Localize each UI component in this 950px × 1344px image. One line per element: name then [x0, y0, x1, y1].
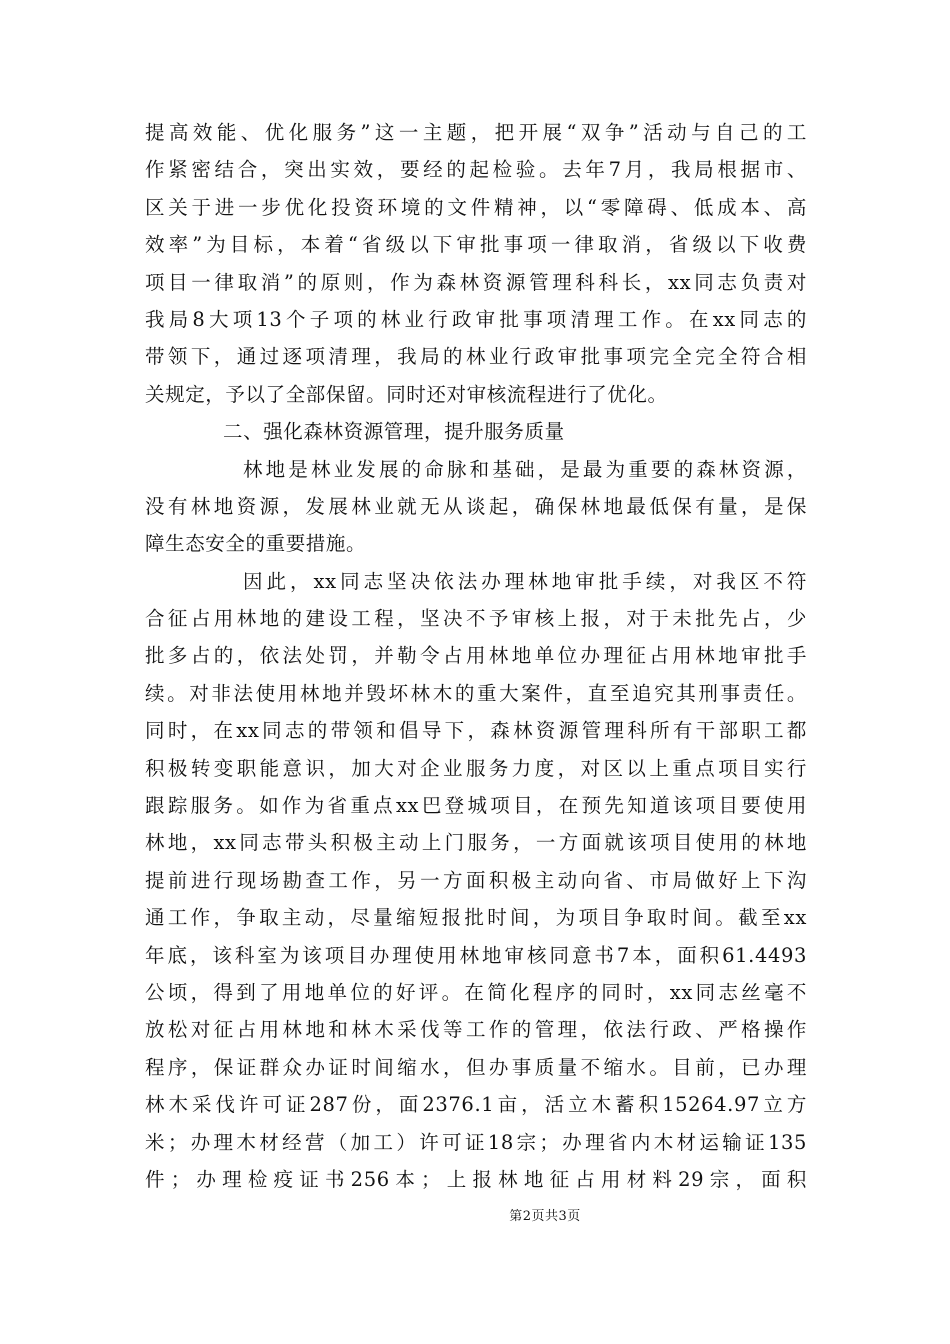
section-heading: 二、强化森林资源管理，提升服务质量 — [223, 420, 565, 444]
text-line: 障生态安全的重要措施。 — [145, 532, 367, 556]
text-line: 作紧密结合，突出实效，要经的起检验。去年7月，我局根据市、 — [145, 158, 807, 182]
text-line: 项目一律取消”的原则，作为森林资源管理科科长，xx同志负责对 — [145, 270, 807, 294]
text-line: 积极转变职能意识，加大对企业服务力度，对区以上重点项目实行 — [145, 756, 807, 780]
text-line: 我局8大项13个子项的林业行政审批事项清理工作。在xx同志的 — [145, 307, 807, 331]
text-line: 林木采伐许可证287份，面2376.1亩，活立木蓄积15264.97立方 — [145, 1093, 807, 1117]
text-line: 同时，在xx同志的带领和倡导下，森林资源管理科所有干部职工都 — [145, 719, 807, 743]
text-line: 因此，xx同志坚决依法办理林地审批手续，对我区不符 — [243, 569, 807, 593]
text-line: 公顷，得到了用地单位的好评。在简化程序的同时，xx同志丝毫不 — [145, 980, 807, 1004]
text-line: 提高效能、优化服务”这一主题，把开展“双争”活动与自己的工 — [145, 121, 807, 144]
text-line: 通工作，争取主动，尽量缩短报批时间，为项目争取时间。截至xx — [145, 906, 807, 930]
text-line: 提前进行现场勘查工作，另一方面积极主动向省、市局做好上下沟 — [145, 868, 807, 892]
text-line: 年底，该科室为该项目办理使用林地审核同意书7本，面积61.4493 — [145, 943, 807, 967]
text-line: 续。对非法使用林地并毁坏林木的重大案件，直至追究其刑事责任。 — [145, 681, 807, 705]
text-line: 效率”为目标，本着“省级以下审批事项一律取消，省级以下收费 — [145, 233, 807, 257]
text-line: 程序，保证群众办证时间缩水，但办事质量不缩水。目前，已办理 — [145, 1055, 807, 1079]
text-line: 关规定，予以了全部保留。同时还对审核流程进行了优化。 — [145, 382, 668, 406]
text-line: 批多占的，依法处罚，并勒令占用林地单位办理征占用林地审批手 — [145, 644, 807, 668]
page-number-footer: 第2页共3页 — [509, 1209, 581, 1224]
text-line: 合征占用林地的建设工程，坚决不予审核上报，对于未批先占，少 — [145, 607, 807, 631]
text-line: 米；办理木材经营（加工）许可证18宗；办理省内木材运输证135 — [145, 1130, 807, 1154]
text-line: 放松对征占用林地和林木采伐等工作的管理，依法行政、严格操作 — [145, 1018, 807, 1042]
text-line: 林地，xx同志带头积极主动上门服务，一方面就该项目使用的林地 — [145, 831, 807, 855]
text-line: 没有林地资源，发展林业就无从谈起，确保林地最低保有量，是保 — [145, 494, 807, 518]
document-body — [145, 114, 807, 1198]
text-line: 区关于进一步优化投资环境的文件精神，以“零障碍、低成本、高 — [145, 195, 807, 219]
text-line: 件；办理检疫证书256本；上报林地征占用材料29宗，面积 — [145, 1167, 807, 1191]
text-line: 跟踪服务。如作为省重点xx巴登城项目，在预先知道该项目要使用 — [145, 794, 807, 818]
text-line: 林地是林业发展的命脉和基础，是最为重要的森林资源， — [243, 457, 807, 481]
text-line: 带领下，通过逐项清理，我局的林业行政审批事项完全完全符合相 — [145, 345, 807, 369]
